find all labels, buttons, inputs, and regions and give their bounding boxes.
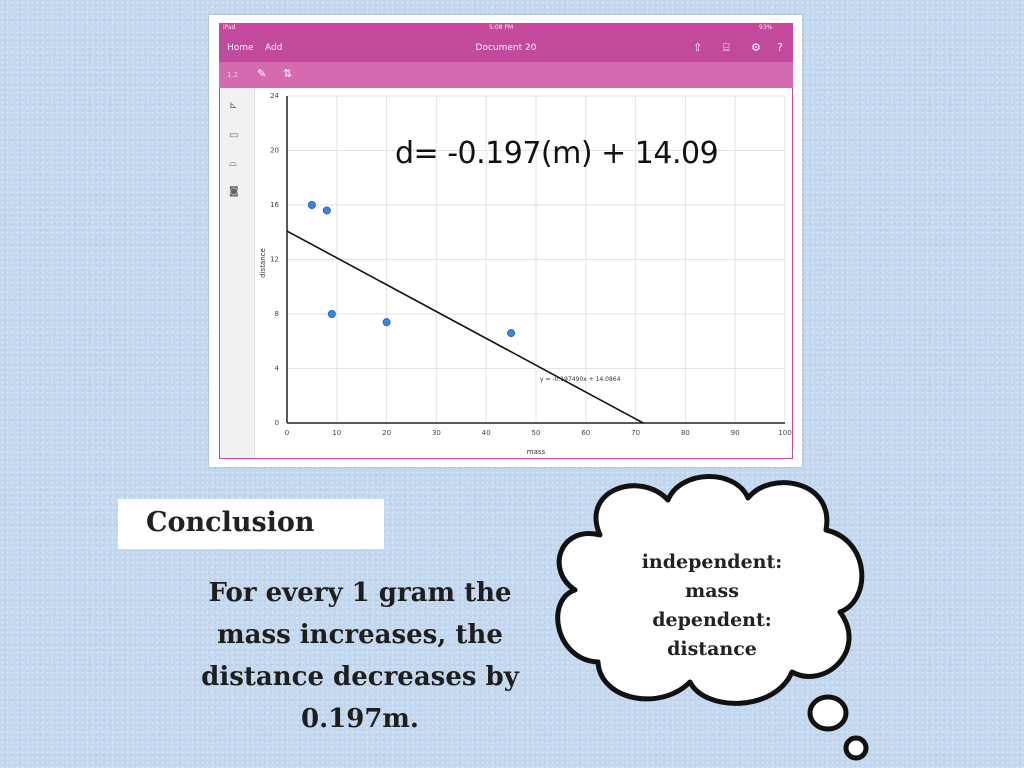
regression-equation: d= -0.197(m) + 14.09 [395,136,719,171]
camera-icon[interactable]: ◙ [229,186,239,197]
share-icon[interactable]: ⇧ [693,41,703,54]
home-button[interactable]: Home [227,43,254,53]
cloud-line: distance [667,638,757,660]
thought-bubble-dot [810,697,846,729]
add-button[interactable]: Add [265,43,283,53]
y-tick-label: 4 [274,364,279,373]
conclusion-line: 0.197m. [301,704,419,734]
vehicle-tool-icon[interactable]: ⌓ [229,158,237,169]
y-tick-label: 0 [274,419,279,427]
x-tick-label: 20 [382,429,392,437]
cloud-line: independent: [641,551,783,573]
document-title: Document 20 [475,43,537,53]
y-tick-label: 16 [270,201,279,209]
tools-icon[interactable]: ⌸ [723,41,730,54]
x-tick-label: 90 [730,429,740,437]
x-tick-label: 0 [284,429,290,437]
conclusion-line: mass increases, the [217,620,503,650]
page-tab[interactable]: 1.2 [227,71,239,79]
clock: 5:08 PM [489,24,514,31]
y-tick-label: 24 [270,92,279,100]
trendline-equation: y = -0.197490x + 14.0864 [540,376,621,383]
y-tick-label: 20 [270,146,279,155]
cloud-text [612,548,812,664]
battery-level: 93% [759,24,773,31]
sort-icon[interactable]: ⇅ [283,67,293,80]
axis-tool-icon[interactable]: ⊾ [229,100,238,111]
x-tick-label: 50 [531,429,541,437]
x-tick-label: 40 [481,429,491,437]
device-label: iPad [223,24,236,31]
y-axis-label: distance [259,248,267,278]
x-tick-label: 10 [332,429,342,437]
y-tick-label: 12 [270,255,279,264]
y-tick-label: 8 [274,310,279,318]
wrench-icon[interactable]: ✎ [257,67,267,80]
help-icon[interactable]: ? [777,41,783,54]
conclusion-line: distance decreases by [201,662,519,692]
x-tick-label: 80 [680,429,690,437]
x-tick-label: 30 [431,429,441,437]
x-tick-label: 100 [778,429,792,437]
cloud-line: mass [685,580,739,602]
table-tool-icon[interactable]: ▭ [229,130,239,141]
x-tick-label: 70 [631,429,641,437]
conclusion-line: For every 1 gram the [208,578,512,608]
settings-icon[interactable]: ⚙ [751,41,761,54]
cloud-line: dependent: [652,609,772,631]
x-axis-label: mass [526,448,546,456]
conclusion-title: Conclusion [146,507,315,538]
thought-bubble-dot [846,738,866,758]
x-tick-label: 60 [581,429,591,437]
